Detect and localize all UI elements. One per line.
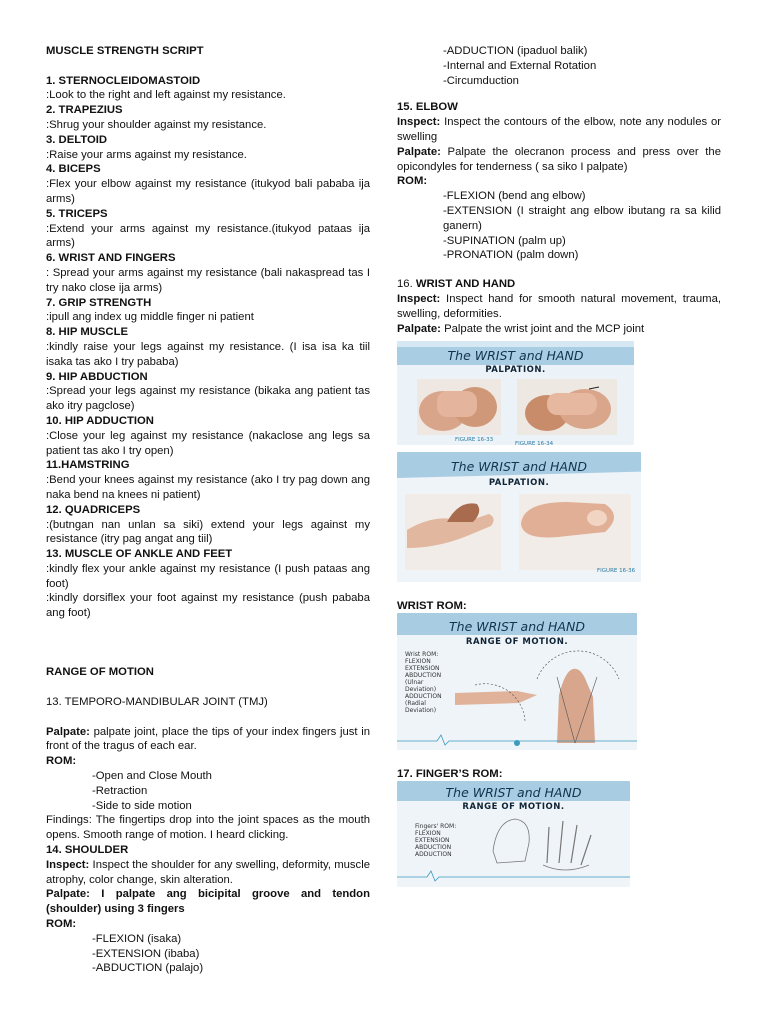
rom-section-title: RANGE OF MOTION xyxy=(46,666,154,679)
elbow-palpate-text: Palpate the olecranon process and press over the opicondyles for tenderness ( sa siko I palpate) xyxy=(397,145,721,173)
shoulder-inspect xyxy=(46,858,370,888)
shoulder-inspect-text: Inspect the shoulder for any swelling, deformity, muscle atrophy, color change, skin alteration. xyxy=(46,858,370,886)
palpate-label: Palpate: xyxy=(397,322,441,335)
left-column xyxy=(46,44,370,976)
wrist-palpation-photo-2: The WRIST and HAND PALPATION. FIGURE 16-36 xyxy=(397,452,641,582)
list-item: EXTENSION xyxy=(405,665,440,672)
elbow-rom-list xyxy=(397,189,721,263)
hand-palpation-illustration xyxy=(397,341,634,445)
strength-item-heading: 4. BICEPS xyxy=(46,163,101,176)
list-item: (Radial xyxy=(405,700,426,707)
shoulder-rom-label: ROM: xyxy=(46,918,77,931)
finger-rom-heading: 17. FINGER’S ROM: xyxy=(397,768,503,780)
list-item: -Circumduction xyxy=(443,74,519,87)
strength-item-heading: 11.HAMSTRING xyxy=(46,459,130,472)
wrist-inspect xyxy=(397,292,721,322)
elbow-title: 15. ELBOW xyxy=(397,101,458,114)
strength-item-text: :Shrug your shoulder against my resistance. xyxy=(46,118,267,131)
slide-subtitle: RANGE OF MOTION. xyxy=(462,802,565,812)
wrist-title-number: 16. xyxy=(397,278,416,291)
list-item: ADDUCTION xyxy=(405,693,442,700)
wrist-title-text: WRIST AND HAND xyxy=(415,278,516,291)
elbow-palpate xyxy=(397,145,721,175)
slide-title: The WRIST and HAND xyxy=(449,619,585,634)
shoulder-rom-list xyxy=(46,932,370,976)
strength-item-heading: 10. HIP ADDUCTION xyxy=(46,414,154,427)
shoulder-rom-continued xyxy=(397,44,721,88)
tmj-rom-label: ROM: xyxy=(46,755,77,768)
strength-item-text: :Look to the right and left against my resistance. xyxy=(46,89,286,102)
strength-item-heading: 3. DELTOID xyxy=(46,133,108,146)
list-item: -SUPINATION (palm up) xyxy=(443,234,566,247)
finger-palpation-illustration xyxy=(397,452,641,582)
strength-item-text: :Raise your arms against my resistance. xyxy=(46,148,247,161)
muscle-strength-list xyxy=(46,74,370,621)
document-title: MUSCLE STRENGTH SCRIPT xyxy=(46,45,204,57)
list-item: Deviation) xyxy=(405,707,437,714)
list-item: EXTENSION xyxy=(415,837,450,844)
inspect-label: Inspect: xyxy=(397,292,441,305)
list-item: -FLEXION (bend ang elbow) xyxy=(443,190,586,203)
list-item: -Open and Close Mouth xyxy=(92,770,212,783)
strength-item-heading: 13. MUSCLE OF ANKLE AND FEET xyxy=(46,548,233,561)
strength-item-text: :kindly dorsiflex your foot against my resistance (push pababa ang foot) xyxy=(46,592,370,620)
strength-item-text: :(butngan nan unlan sa siki) extend your legs against my resistance (itry pag angat ang tiil) xyxy=(46,518,370,546)
tmj-findings: Findings: The fingertips drop into the joint spaces as the mouth opens. Smooth range of motion. I heard clicking. xyxy=(46,814,370,842)
right-column xyxy=(397,44,721,336)
list-item: ADDUCTION xyxy=(415,851,452,858)
strength-item-text: :Bend your knees against my resistance (ako I try pag down ang naka bend na knees ni patient) xyxy=(46,474,370,501)
wrist-palpate-text: Palpate the wrist joint and the MCP joint xyxy=(440,322,645,335)
strength-item-text: :kindly raise your legs against my resistance. (I isa isa ka tiil isaka tas ako I try pababa) xyxy=(46,340,370,368)
strength-item-heading: 5. TRICEPS xyxy=(46,207,108,220)
wrist-rom-heading: WRIST ROM: xyxy=(397,600,467,612)
slide-title: The WRIST and HAND xyxy=(451,459,587,474)
strength-item-text: :Flex your elbow against my resistance (itukyod bali pababa ija arms) xyxy=(46,178,370,205)
wrist-title xyxy=(397,277,721,292)
slide-subtitle: PALPATION. xyxy=(485,365,546,375)
shoulder-title: 14. SHOULDER xyxy=(46,844,129,857)
strength-item-heading: 6. WRIST AND FINGERS xyxy=(46,252,176,265)
list-item: -ABDUCTION (palajo) xyxy=(92,962,204,975)
wrist-inspect-text: Inspect hand for smooth natural movement, trauma, swelling, deformities. xyxy=(397,292,721,320)
list-item: Deviation) xyxy=(405,686,437,693)
slide-title: The WRIST and HAND xyxy=(445,785,582,800)
strength-item-text: :Close your leg against my resistance (nakaclose ang legs sa patient tas ako I try open) xyxy=(46,429,370,457)
list-item: -Side to side motion xyxy=(92,799,192,812)
slide-subtitle: PALPATION. xyxy=(488,478,550,488)
inspect-label: Inspect: xyxy=(46,858,90,871)
shoulder-palpate: Palpate: I palpate ang bicipital groove and tendon (shoulder) using 3 fingers xyxy=(46,888,370,916)
palpate-label: Palpate: xyxy=(397,145,441,158)
strength-item-heading: 12. QUADRICEPS xyxy=(46,503,141,516)
wrist-palpation-photo-1: The WRIST and HAND PALPATION. FIGURE 16-33 FIGURE 16-34 xyxy=(397,341,634,445)
list-item: -Internal and External Rotation xyxy=(443,59,597,72)
elbow-rom-label: ROM: xyxy=(397,175,428,188)
list-item: -EXTENSION (ibaba) xyxy=(92,947,200,960)
list-item: -Retraction xyxy=(92,784,148,797)
finger-rom-list-head: Fingers' ROM: xyxy=(415,823,457,830)
list-item: -FLEXION (isaka) xyxy=(92,932,182,945)
strength-item-heading: 2. TRAPEZIUS xyxy=(46,104,123,117)
list-item: FLEXION xyxy=(415,830,441,837)
slide-title: The WRIST and HAND xyxy=(447,348,584,363)
tmj-title: 13. TEMPORO-MANDIBULAR JOINT (TMJ) xyxy=(46,696,268,709)
list-item: -ADDUCTION (ipaduol balik) xyxy=(443,45,588,57)
list-item: FLEXION xyxy=(405,658,431,665)
tmj-rom-list xyxy=(46,769,370,813)
strength-item-text: :Extend your arms against my resistance.(itukyod pataas ija arms) xyxy=(46,222,370,250)
strength-item-text: : Spread your arms against my resistance (bali nakaspread tas I try nako close ija arms) xyxy=(46,266,370,294)
elbow-inspect xyxy=(397,115,721,145)
list-item: (Ulnar xyxy=(405,679,424,686)
strength-item-text: :kindly flex your ankle against my resistance (I push pataas ang foot) xyxy=(46,562,370,590)
tmj-palpate xyxy=(46,725,370,755)
strength-item-text: :Spread your legs against my resistance (bikaka ang patient tas ako itry pagclose) xyxy=(46,385,370,413)
finger-rom-illustration xyxy=(397,781,630,887)
tmj-palpate-text: palpate joint, place the tips of your index fingers just in front of the tragus of each ear. xyxy=(46,725,370,753)
wrist-rom-list-head: Wrist ROM: xyxy=(405,651,439,658)
strength-item-heading: 7. GRIP STRENGTH xyxy=(46,296,152,309)
list-item: ABDUCTION xyxy=(405,672,442,679)
strength-item-text: :ipull ang index ug middle finger ni patient xyxy=(46,311,254,324)
wrist-palpate xyxy=(397,322,721,337)
elbow-inspect-text: Inspect the contours of the elbow, note any nodules or swelling xyxy=(397,116,721,143)
strength-item-heading: 1. STERNOCLEIDOMASTOID xyxy=(46,74,201,87)
list-item: ABDUCTION xyxy=(415,844,452,851)
wrist-rom-photo xyxy=(397,613,637,750)
strength-item-heading: 8. HIP MUSCLE xyxy=(46,326,129,339)
slide-subtitle: RANGE OF MOTION. xyxy=(465,637,569,647)
palpate-label: Palpate: xyxy=(46,725,90,738)
wrist-rom-illustration xyxy=(397,613,637,750)
inspect-label: Inspect: xyxy=(397,116,441,129)
strength-item-heading: 9. HIP ABDUCTION xyxy=(46,370,148,383)
list-item: -EXTENSION (I straight ang elbow ibutang ra sa kilid ganern) xyxy=(443,204,721,232)
finger-rom-photo xyxy=(397,781,630,887)
list-item: -PRONATION (palm down) xyxy=(443,249,579,262)
